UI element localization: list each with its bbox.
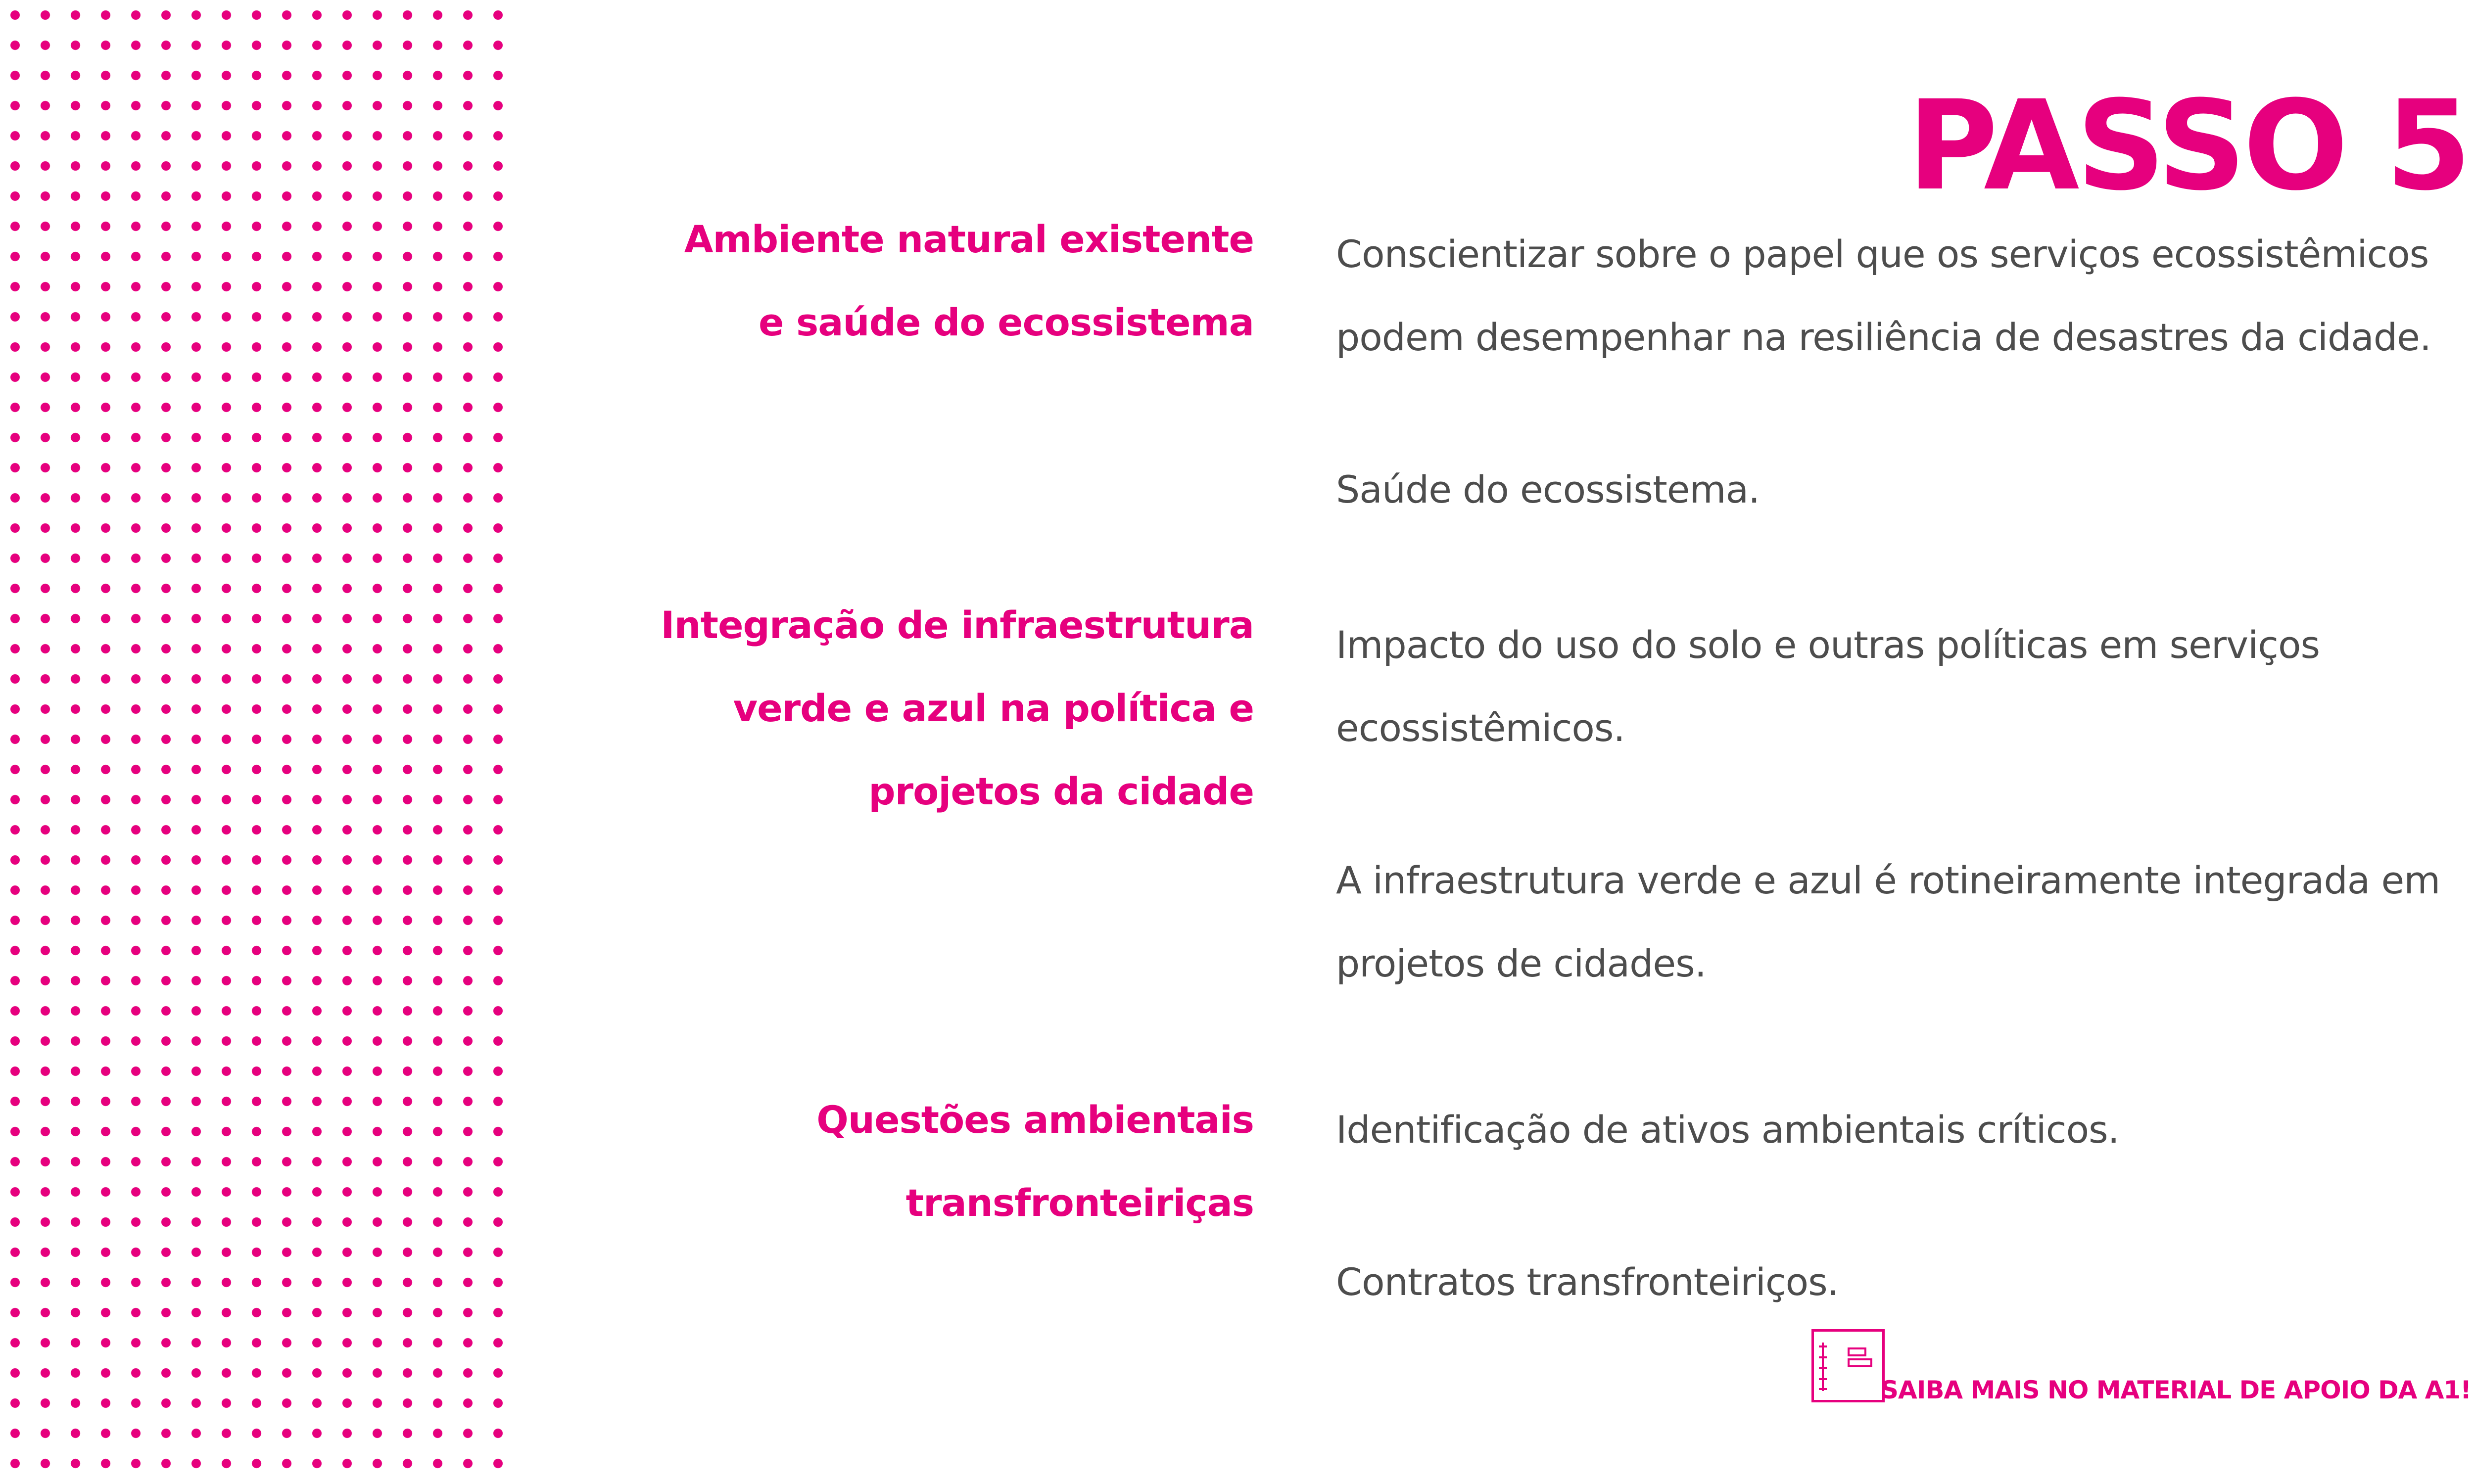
page-title: PASSO 5 <box>1907 74 2469 218</box>
support-material-link[interactable] <box>1811 1328 2471 1402</box>
section-label-ambiente <box>512 198 1254 364</box>
section-label-line: verde e azul na política e <box>733 686 1254 730</box>
description-line: podem desempenhar na resiliência de desastres da cidade. <box>1336 315 2431 359</box>
dot-pattern-decoration <box>0 0 515 1484</box>
support-material-text: SAIBA MAIS NO MATERIAL DE APOIO DA A1! <box>1881 1376 2471 1404</box>
section-description-ambiente <box>1336 213 2474 531</box>
section-label-line: Questões ambientais <box>816 1098 1254 1142</box>
notebook-icon <box>1811 1329 1885 1402</box>
description-line: Impacto do uso do solo e outras políticas em serviços <box>1336 623 2320 667</box>
description-spacer <box>1336 379 2474 448</box>
description-spacer <box>1336 770 2474 839</box>
description-line: A infraestrutura verde e azul é rotineiramente integrada em <box>1336 858 2440 902</box>
section-label-line: Ambiente natural existente <box>684 217 1254 261</box>
description-line: Contratos transfronteiriços. <box>1336 1260 1839 1304</box>
description-line: Identificação de ativos ambientais críticos. <box>1336 1108 2119 1152</box>
description-line: ecossistêmicos. <box>1336 706 1625 750</box>
description-spacer <box>1336 1171 2474 1241</box>
description-line: projetos de cidades. <box>1336 941 1706 985</box>
description-line: Conscientizar sobre o papel que os serviços ecossistêmicos <box>1336 232 2429 276</box>
section-label-integracao <box>512 584 1254 833</box>
section-description-questoes <box>1336 1088 2474 1324</box>
section-label-questoes <box>512 1078 1254 1245</box>
section-label-line: projetos da cidade <box>868 769 1254 813</box>
section-label-line: Integração de infraestrutura <box>661 603 1254 647</box>
description-line: Saúde do ecossistema. <box>1336 467 1760 511</box>
section-description-integracao <box>1336 603 2474 1005</box>
section-label-line: transfronteiriças <box>905 1181 1254 1225</box>
section-label-line: e saúde do ecossistema <box>758 300 1254 344</box>
